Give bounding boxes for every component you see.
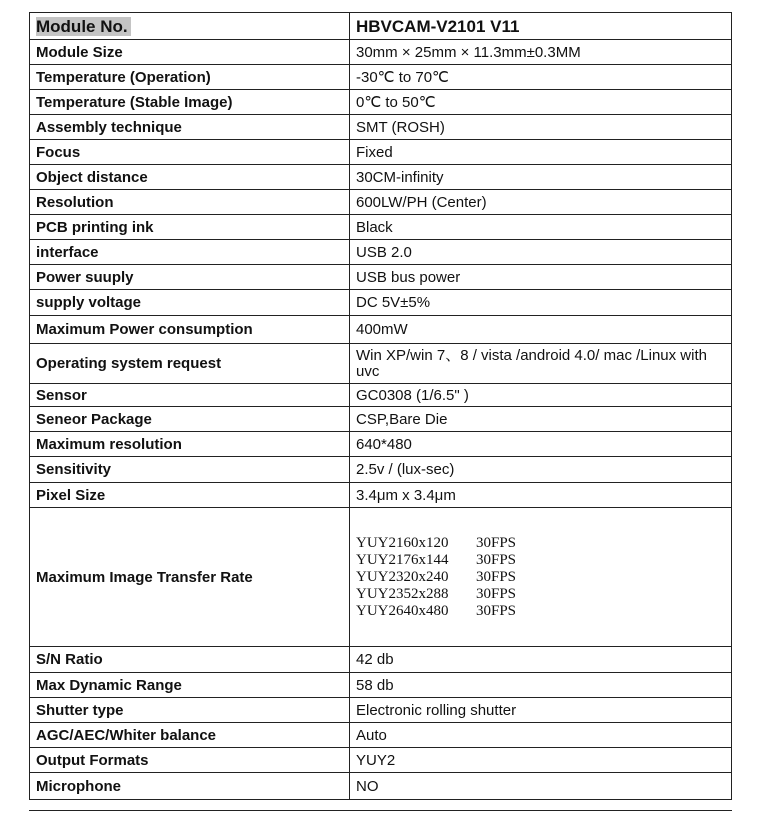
table-row xyxy=(30,265,732,290)
table-row xyxy=(30,344,732,384)
spec-value: DC 5V±5% xyxy=(350,290,732,316)
spec-value: GC0308 (1/6.5" ) xyxy=(350,384,732,407)
table-row xyxy=(30,240,732,265)
spec-label: Sensitivity xyxy=(30,457,350,483)
spec-label: AGC/AEC/Whiter balance xyxy=(30,723,350,748)
transfer-rate-item xyxy=(356,569,725,586)
spec-table xyxy=(29,12,732,800)
rate-fps: 30FPS xyxy=(476,534,517,551)
rate-format: YUY2 xyxy=(356,585,396,602)
header-label-cell xyxy=(30,13,350,40)
spec-value: 0℃ to 50℃ xyxy=(350,90,732,115)
transfer-rate-item xyxy=(356,535,725,552)
spec-label: Operating system request xyxy=(30,344,350,384)
spec-value: 400mW xyxy=(350,316,732,344)
spec-label: Assembly technique xyxy=(30,115,350,140)
spec-value: 640*480 xyxy=(350,432,732,457)
rate-format: YUY2 xyxy=(356,534,396,551)
rate-resolution: 320x240 xyxy=(396,568,449,585)
spec-label: Pixel Size xyxy=(30,483,350,508)
rate-fps: 30FPS xyxy=(476,602,517,619)
transfer-rate-item xyxy=(356,603,725,620)
table-row xyxy=(30,140,732,165)
table-row xyxy=(30,215,732,240)
table-row xyxy=(30,773,732,800)
table-row xyxy=(30,115,732,140)
table-header-row xyxy=(30,13,732,40)
transfer-rate-list xyxy=(350,508,732,647)
table-row xyxy=(30,673,732,698)
rate-resolution: 352x288 xyxy=(396,585,449,602)
table-row xyxy=(30,723,732,748)
transfer-rate-item xyxy=(356,552,725,569)
spec-value: 3.4μm x 3.4μm xyxy=(350,483,732,508)
rate-fps: 30FPS xyxy=(476,585,517,602)
spec-label: Maximum Power consumption xyxy=(30,316,350,344)
spec-value: YUY2 xyxy=(350,748,732,773)
table-row xyxy=(30,407,732,432)
spec-label: Seneor Package xyxy=(30,407,350,432)
spec-label: Max Dynamic Range xyxy=(30,673,350,698)
spec-label: Module Size xyxy=(30,40,350,65)
spec-value: NO xyxy=(350,773,732,800)
spec-value: USB bus power xyxy=(350,265,732,290)
spec-value: 30CM-infinity xyxy=(350,165,732,190)
spec-label: Power suuply xyxy=(30,265,350,290)
spec-label: interface xyxy=(30,240,350,265)
spec-label: Maximum resolution xyxy=(30,432,350,457)
spec-label: Focus xyxy=(30,140,350,165)
table-row xyxy=(30,647,732,673)
rate-format: YUY2 xyxy=(356,568,396,585)
header-value: HBVCAM-V2101 V11 xyxy=(350,13,732,40)
table-row xyxy=(30,90,732,115)
spec-value: 58 db xyxy=(350,673,732,698)
spec-value: Auto xyxy=(350,723,732,748)
spec-value: Fixed xyxy=(350,140,732,165)
rate-resolution: 176x144 xyxy=(396,551,449,568)
spec-value: 42 db xyxy=(350,647,732,673)
spec-label: Object distance xyxy=(30,165,350,190)
spec-label: Output Formats xyxy=(30,748,350,773)
table-row xyxy=(30,290,732,316)
table-row xyxy=(30,190,732,215)
spec-value: CSP,Bare Die xyxy=(350,407,732,432)
spec-label: Microphone xyxy=(30,773,350,800)
table-row xyxy=(30,698,732,723)
rate-fps: 30FPS xyxy=(476,551,517,568)
spec-value: USB 2.0 xyxy=(350,240,732,265)
rate-resolution: 160x120 xyxy=(396,534,449,551)
spec-label: Sensor xyxy=(30,384,350,407)
transfer-rate-row xyxy=(30,508,732,647)
spec-label: supply voltage xyxy=(30,290,350,316)
spec-value: 600LW/PH (Center) xyxy=(350,190,732,215)
rate-format: YUY2 xyxy=(356,602,396,619)
transfer-rate-item xyxy=(356,586,725,603)
table-row xyxy=(30,483,732,508)
rate-resolution: 640x480 xyxy=(396,602,449,619)
table-row xyxy=(30,384,732,407)
table-row xyxy=(30,40,732,65)
spec-value: Win XP/win 7、8 / vista /android 4.0/ mac /Linux with uvc xyxy=(350,344,732,384)
table-row xyxy=(30,748,732,773)
spec-value: Electronic rolling shutter xyxy=(350,698,732,723)
spec-value: SMT (ROSH) xyxy=(350,115,732,140)
header-label: Module No. xyxy=(36,17,131,36)
spec-label: PCB printing ink xyxy=(30,215,350,240)
spec-label: Temperature (Stable Image) xyxy=(30,90,350,115)
spec-label: Resolution xyxy=(30,190,350,215)
table-row xyxy=(30,165,732,190)
spec-label: Temperature (Operation) xyxy=(30,65,350,90)
table-row xyxy=(30,432,732,457)
rate-format: YUY2 xyxy=(356,551,396,568)
transfer-rate-label: Maximum Image Transfer Rate xyxy=(30,508,350,647)
spec-value: -30℃ to 70℃ xyxy=(350,65,732,90)
spec-value: 2.5v / (lux-sec) xyxy=(350,457,732,483)
table-row xyxy=(30,457,732,483)
table-row xyxy=(30,316,732,344)
spec-label: Shutter type xyxy=(30,698,350,723)
table-row xyxy=(30,65,732,90)
spec-label: S/N Ratio xyxy=(30,647,350,673)
spec-value: Black xyxy=(350,215,732,240)
rate-fps: 30FPS xyxy=(476,568,517,585)
spec-value: 30mm × 25mm × 11.3mm±0.3MM xyxy=(350,40,732,65)
